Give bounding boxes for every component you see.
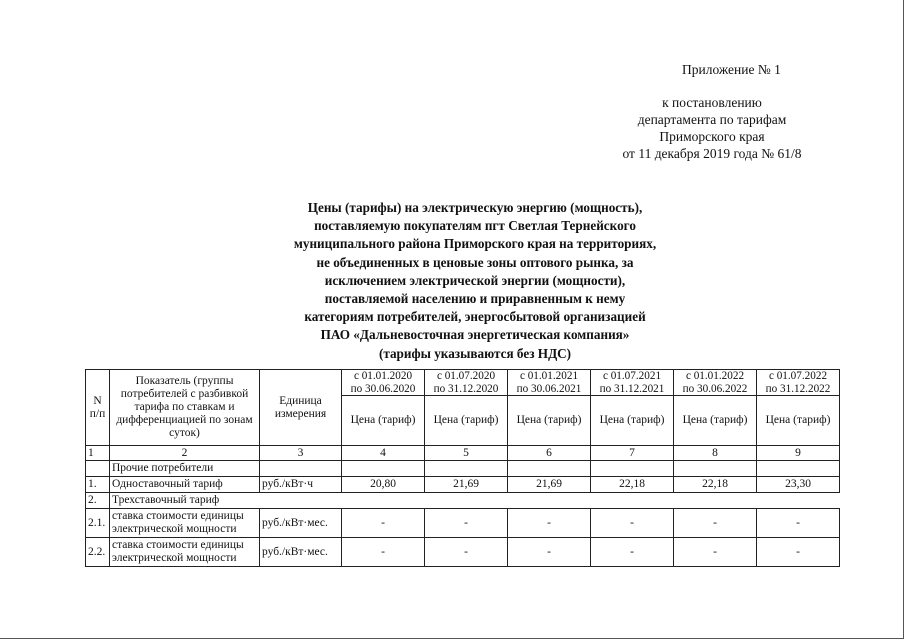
row-value: - xyxy=(757,509,840,538)
appendix-line: Приморского края xyxy=(659,129,765,144)
section-row xyxy=(86,461,840,477)
empty-cell xyxy=(674,461,757,477)
header-indicator: Показатель (группы потребителей с разбивкой тарифа по ставкам и дифференциацией по зонам суток) xyxy=(110,370,260,446)
title-line: ПАО «Дальневосточная энергетическая компания» xyxy=(320,327,630,343)
header-sub-5: Цена (тариф) xyxy=(674,396,757,446)
empty-cell xyxy=(260,461,342,477)
row-num: 1. xyxy=(86,477,110,493)
title-line: поставляемую покупателям пгт Светлая Тернейского xyxy=(314,218,636,234)
row-indicator: Трехставочный тариф xyxy=(110,493,840,509)
period-to: по 31.12.2020 xyxy=(433,382,499,395)
empty-cell xyxy=(591,461,674,477)
column-number: 1 xyxy=(86,446,110,461)
empty-cell xyxy=(508,461,591,477)
table-row xyxy=(86,509,840,538)
column-number: 8 xyxy=(674,446,757,461)
header-unit: Единица измерения xyxy=(260,370,342,446)
row-num: 2. xyxy=(86,493,110,509)
document-title xyxy=(260,199,690,363)
row-value: 22,18 xyxy=(591,477,674,493)
header-sub-2: Цена (тариф) xyxy=(425,396,508,446)
row-value: - xyxy=(342,509,425,538)
appendix-title: Приложение № 1 xyxy=(682,62,781,77)
empty-cell xyxy=(757,461,840,477)
row-num: 2.1. xyxy=(86,509,110,538)
title-line: исключением электрической энергии (мощности), xyxy=(324,272,626,288)
row-value: - xyxy=(425,538,508,567)
header-period-3 xyxy=(508,370,591,396)
title-line: поставляемой населению и приравненным к нему xyxy=(324,291,626,307)
row-value: 21,69 xyxy=(425,477,508,493)
title-line: (тарифы указываются без НДС) xyxy=(378,345,572,361)
tariff-table xyxy=(85,369,840,567)
period-from: с 01.07.2022 xyxy=(768,370,828,382)
header-period-5 xyxy=(674,370,757,396)
period-to: по 30.06.2020 xyxy=(350,382,416,395)
empty-cell xyxy=(425,461,508,477)
period-from: с 01.01.2020 xyxy=(353,370,413,382)
row-indicator: Одноставочный тариф xyxy=(110,477,260,493)
empty-cell xyxy=(342,461,425,477)
period-to: по 30.06.2021 xyxy=(516,382,582,395)
appendix-line: департамента по тарифам xyxy=(637,112,787,127)
title-line: не объединенных в ценовые зоны оптового рынка, за xyxy=(316,254,634,270)
header-sub-1: Цена (тариф) xyxy=(342,396,425,446)
header-sub-4: Цена (тариф) xyxy=(591,396,674,446)
column-number: 4 xyxy=(342,446,425,461)
row-value: 20,80 xyxy=(342,477,425,493)
row-value: - xyxy=(342,538,425,567)
column-number: 3 xyxy=(260,446,342,461)
row-unit: руб./кВт·ч xyxy=(260,477,342,493)
table-row xyxy=(86,538,840,567)
period-from: с 01.01.2021 xyxy=(519,370,579,382)
row-value: - xyxy=(425,509,508,538)
column-number: 5 xyxy=(425,446,508,461)
column-number: 9 xyxy=(757,446,840,461)
column-number: 6 xyxy=(508,446,591,461)
row-unit: руб./кВт·мес. xyxy=(260,538,342,567)
header-period-4 xyxy=(591,370,674,396)
row-value: - xyxy=(674,509,757,538)
table-row xyxy=(86,493,840,509)
row-value: - xyxy=(508,538,591,567)
header-sub-6: Цена (тариф) xyxy=(757,396,840,446)
header-sub-3: Цена (тариф) xyxy=(508,396,591,446)
column-number-row xyxy=(86,446,840,461)
row-value: - xyxy=(674,538,757,567)
period-to: по 30.06.2022 xyxy=(682,382,748,395)
row-value: 21,69 xyxy=(508,477,591,493)
appendix-reference xyxy=(602,94,822,162)
row-value: 22,18 xyxy=(674,477,757,493)
period-to: по 31.12.2021 xyxy=(599,382,665,395)
header-period-1 xyxy=(342,370,425,396)
period-to: по 31.12.2022 xyxy=(765,382,831,395)
row-num: 2.2. xyxy=(86,538,110,567)
header-num: N п/п xyxy=(86,370,110,446)
row-value: - xyxy=(508,509,591,538)
appendix-line: к постановлению xyxy=(662,95,762,110)
title-line: Цены (тарифы) на электрическую энергию (мощность), xyxy=(307,200,643,215)
column-number: 2 xyxy=(110,446,260,461)
header-period-2 xyxy=(425,370,508,396)
title-line: категориям потребителей, энергосбытовой организацией xyxy=(304,309,646,325)
header-period-6 xyxy=(757,370,840,396)
column-number: 7 xyxy=(591,446,674,461)
row-indicator: ставка стоимости единицы электрической мощности xyxy=(110,509,260,538)
row-value: - xyxy=(591,538,674,567)
header-row-periods xyxy=(86,370,840,396)
table-row xyxy=(86,477,840,493)
row-value: - xyxy=(591,509,674,538)
row-value: 23,30 xyxy=(757,477,840,493)
title-line: муниципального района Приморского края на территориях, xyxy=(293,236,657,252)
section-label: Прочие потребители xyxy=(110,461,260,477)
period-from: с 01.01.2022 xyxy=(685,370,745,382)
row-unit: руб./кВт·мес. xyxy=(260,509,342,538)
period-from: с 01.07.2020 xyxy=(436,370,496,382)
section-num xyxy=(86,461,110,477)
row-value: - xyxy=(757,538,840,567)
row-indicator: ставка стоимости единицы электрической мощности xyxy=(110,538,260,567)
period-from: с 01.07.2021 xyxy=(602,370,662,382)
appendix-line: от 11 декабря 2019 года № 61/8 xyxy=(622,146,802,161)
